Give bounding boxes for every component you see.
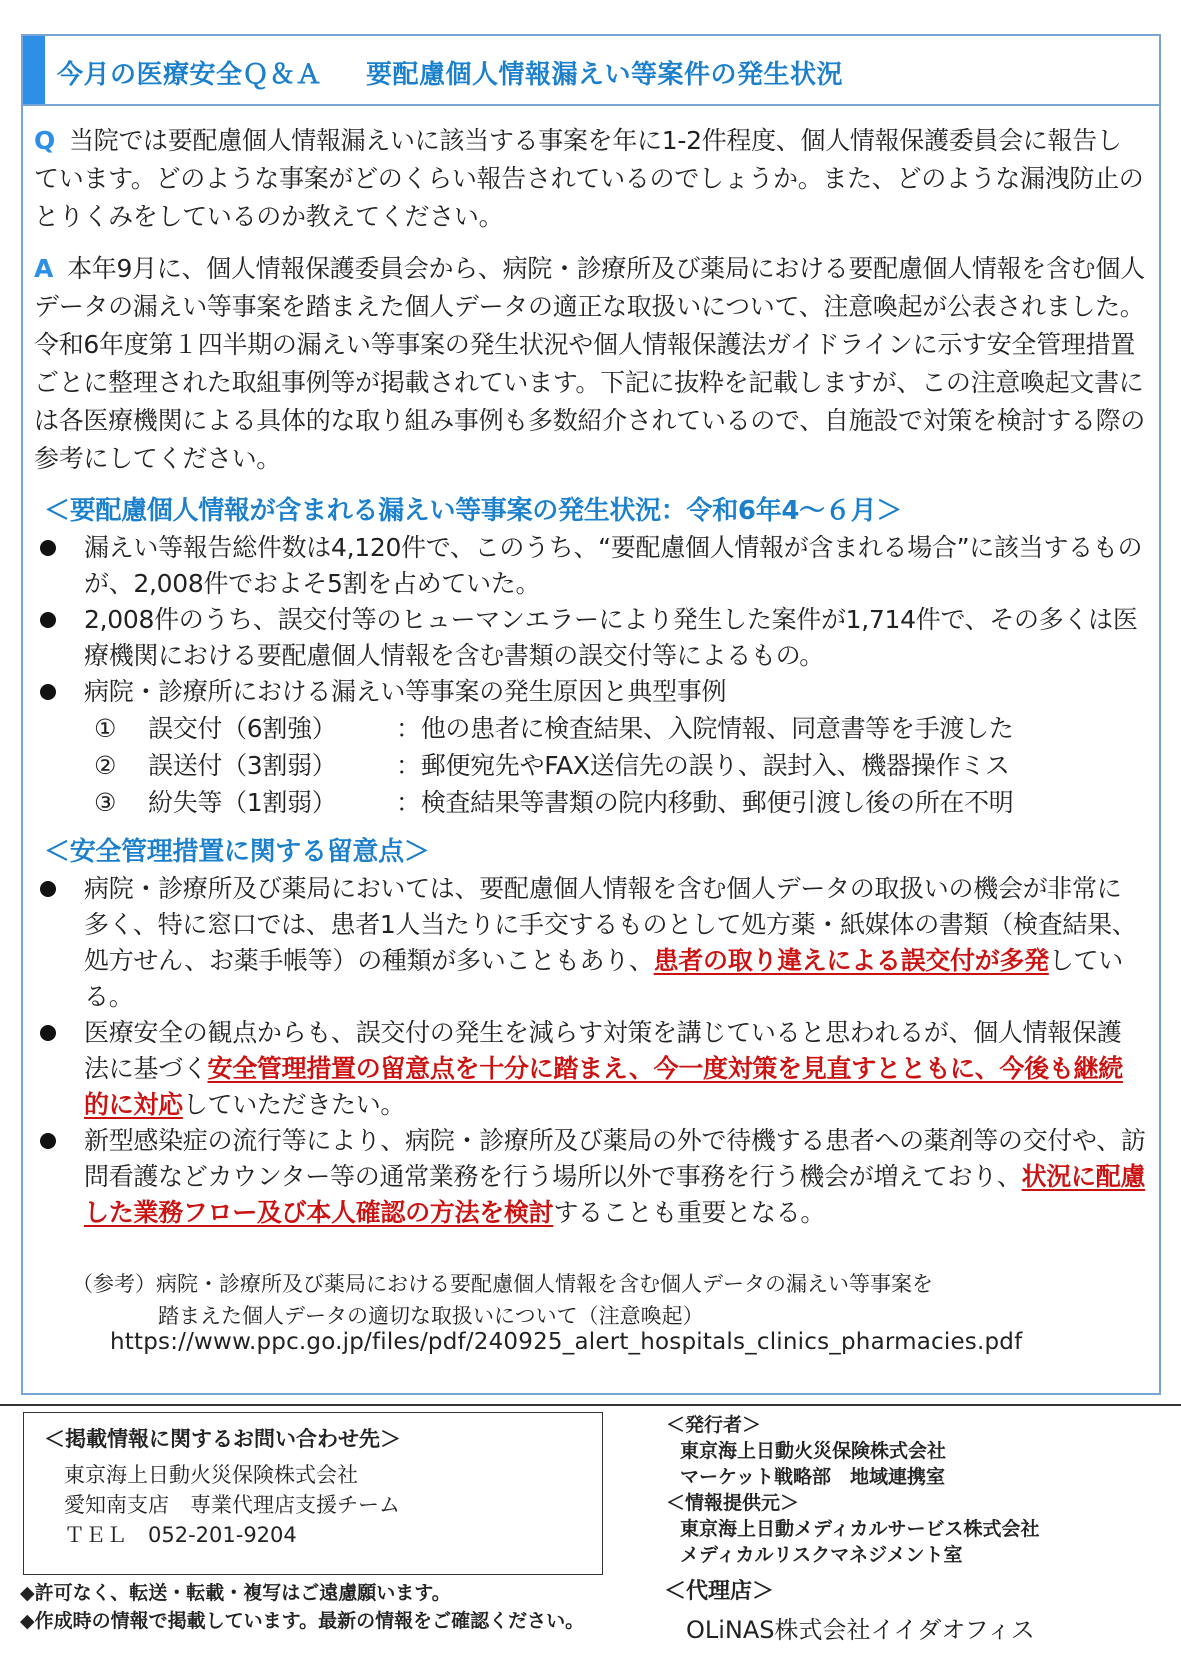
publisher-dept: マーケット戦略部 地域連携室: [680, 1466, 946, 1488]
agent-name: OLiNAS株式会社イイダオフィス: [686, 1616, 1035, 1644]
emphasis-text: 患者の取り違えによる誤交付が多発: [653, 946, 1049, 975]
list-item: 新型感染症の流行等により、病院・診療所及び薬局の外で待機する患者への薬剤等の交付や、訪問看護などカウンター等の通常業務を行う場所以外で事務を行う機会が増えており、状況に配慮した業務フロー及び本人確認の方法を検討することも重要となる。: [34, 1123, 1146, 1231]
emphasis-text: 状況に配慮した業務フロー及び本人確認の方法を検討: [84, 1162, 1146, 1227]
contact-branch: 愛知南支店 専業代理店支援チーム: [64, 1493, 400, 1517]
question-mark: Q: [34, 126, 55, 155]
answer-text: 本年9月に、個人情報保護委員会から、病院・診療所及び薬局における要配慮個人情報を含む個人データの漏えい等事案を踏まえた個人データの適正な取扱いについて、注意喚起が公表されました。令和6年度第１四半期の漏えい等事案の発生状況や個人情報保護法ガイドラインに示す安全管理措置ごとに整理された取組事例等が掲載されています。下記に抜粋を記載しますが、この注意喚起文書には各医療機関による具体的な取り組み事例も多数紹介されているので、自施設で対策を検討する際の参考にしてください。: [34, 254, 1146, 473]
bullet-dot-icon: [40, 684, 56, 700]
section1-list: [34, 530, 1146, 710]
cause-list: [94, 710, 1146, 821]
emphasis-text: 安全管理措置の留意点を十分に踏まえ、今一度対策を見直すとともに、今後も継続的に対応: [84, 1054, 1123, 1119]
provider-company: 東京海上日動メディカルサービス株式会社: [680, 1518, 1040, 1540]
list-item: 2,008件のうち、誤交付等のヒューマンエラーにより発生した案件が1,714件で、その多くは医療機関における要配慮個人情報を含む書類の誤交付等によるもの。: [34, 602, 1146, 674]
contact-heading: ＜掲載情報に関するお問い合わせ先＞: [44, 1427, 401, 1451]
section2-heading: ＜安全管理措置に関する留意点＞: [44, 837, 430, 867]
reference-note: [72, 1268, 933, 1332]
title-bar: [21, 34, 1161, 106]
list-item: 漏えい等報告総件数は4,120件で、このうち、“要配慮個人情報が含まれる場合”に該当するものが、2,008件でおよそ5割を占めていた。: [34, 530, 1146, 602]
section1-heading: ＜要配慮個人情報が含まれる漏えい等事案の発生状況：令和6年4～６月＞: [44, 496, 902, 526]
list-item: 医療安全の観点からも、誤交付の発生を減らす対策を講じていると思われるが、個人情報保護法に基づく安全管理措置の留意点を十分に踏まえ、今一度対策を見直すとともに、今後も継続的に対応していただきたい。: [34, 1015, 1146, 1123]
title-accent-bar: [23, 36, 45, 104]
question-paragraph: [34, 122, 1146, 236]
question-text: 当院では要配慮個人情報漏えいに該当する事案を年に1-2件程度、個人情報保護委員会に報告しています。どのような事案がどのくらい報告されているのでしょうか。また、どのような漏洩防止のとりくみをしているのか教えてください。: [34, 126, 1144, 231]
list-item: 病院・診療所及び薬局においては、要配慮個人情報を含む個人データの取扱いの機会が非常に多く、特に窓口では、患者1人当たりに手交するものとして処方薬・紙媒体の書類（検査結果、処方せん、お薬手帳等）の種類が多いこともあり、患者の取り違えによる誤交付が多発している。: [34, 871, 1146, 1015]
contact-box: [23, 1412, 603, 1575]
notice-line: ◆許可なく、転送・転載・複写はご遠慮願います。: [20, 1582, 451, 1604]
footer-divider: [0, 1404, 1181, 1406]
publisher-heading: ＜発行者＞: [666, 1414, 762, 1436]
reference-url: https://www.ppc.go.jp/files/pdf/240925_alert_hospitals_clinics_pharmacies.pdf: [110, 1329, 1023, 1355]
notice-line: ◆作成時の情報で掲載しています。最新の情報をご確認ください。: [20, 1610, 585, 1632]
list-item: 病院・診療所における漏えい等事案の発生原因と典型事例: [34, 674, 1146, 710]
cause-item: ② 誤送付（3割弱） ：郵便宛先やFAX送信先の誤り、誤封入、機器操作ミス: [94, 751, 1010, 780]
contact-tel: ＴＥＬ 052-201-9204: [64, 1523, 297, 1547]
cause-item: ③ 紛失等（1割弱） ：検査結果等書類の院内移動、郵便引渡し後の所在不明: [94, 788, 1014, 817]
page-title: [57, 54, 843, 91]
publisher-company: 東京海上日動火災保険株式会社: [680, 1440, 947, 1462]
bullet-dot-icon: [40, 881, 56, 897]
answer-paragraph: [34, 250, 1146, 478]
bullet-dot-icon: [40, 540, 56, 556]
main-content: [34, 122, 1146, 1231]
bullet-dot-icon: [40, 612, 56, 628]
title-part2: 要配慮個人情報漏えい等案件の発生状況: [366, 60, 844, 90]
section2-list: [34, 871, 1146, 1231]
contact-company: 東京海上日動火災保険株式会社: [64, 1463, 358, 1487]
provider-dept: メディカルリスクマネジメント室: [680, 1544, 963, 1566]
bullet-dot-icon: [40, 1025, 56, 1041]
reference-line2: 踏まえた個人データの適切な取扱いについて（注意喚起）: [158, 1304, 704, 1328]
cause-item: ① 誤交付（6割強） ：他の患者に検査結果、入院情報、同意書等を手渡した: [94, 714, 1014, 743]
provider-heading: ＜情報提供元＞: [666, 1492, 800, 1514]
title-part1: 今月の医療安全Ｑ＆Ａ: [57, 60, 323, 90]
reference-line1: （参考）病院・診療所及び薬局における要配慮個人情報を含む個人データの漏えい等事案を: [72, 1272, 933, 1296]
bullet-dot-icon: [40, 1133, 56, 1149]
agent-heading: ＜代理店＞: [664, 1579, 775, 1604]
answer-mark: A: [34, 254, 54, 283]
